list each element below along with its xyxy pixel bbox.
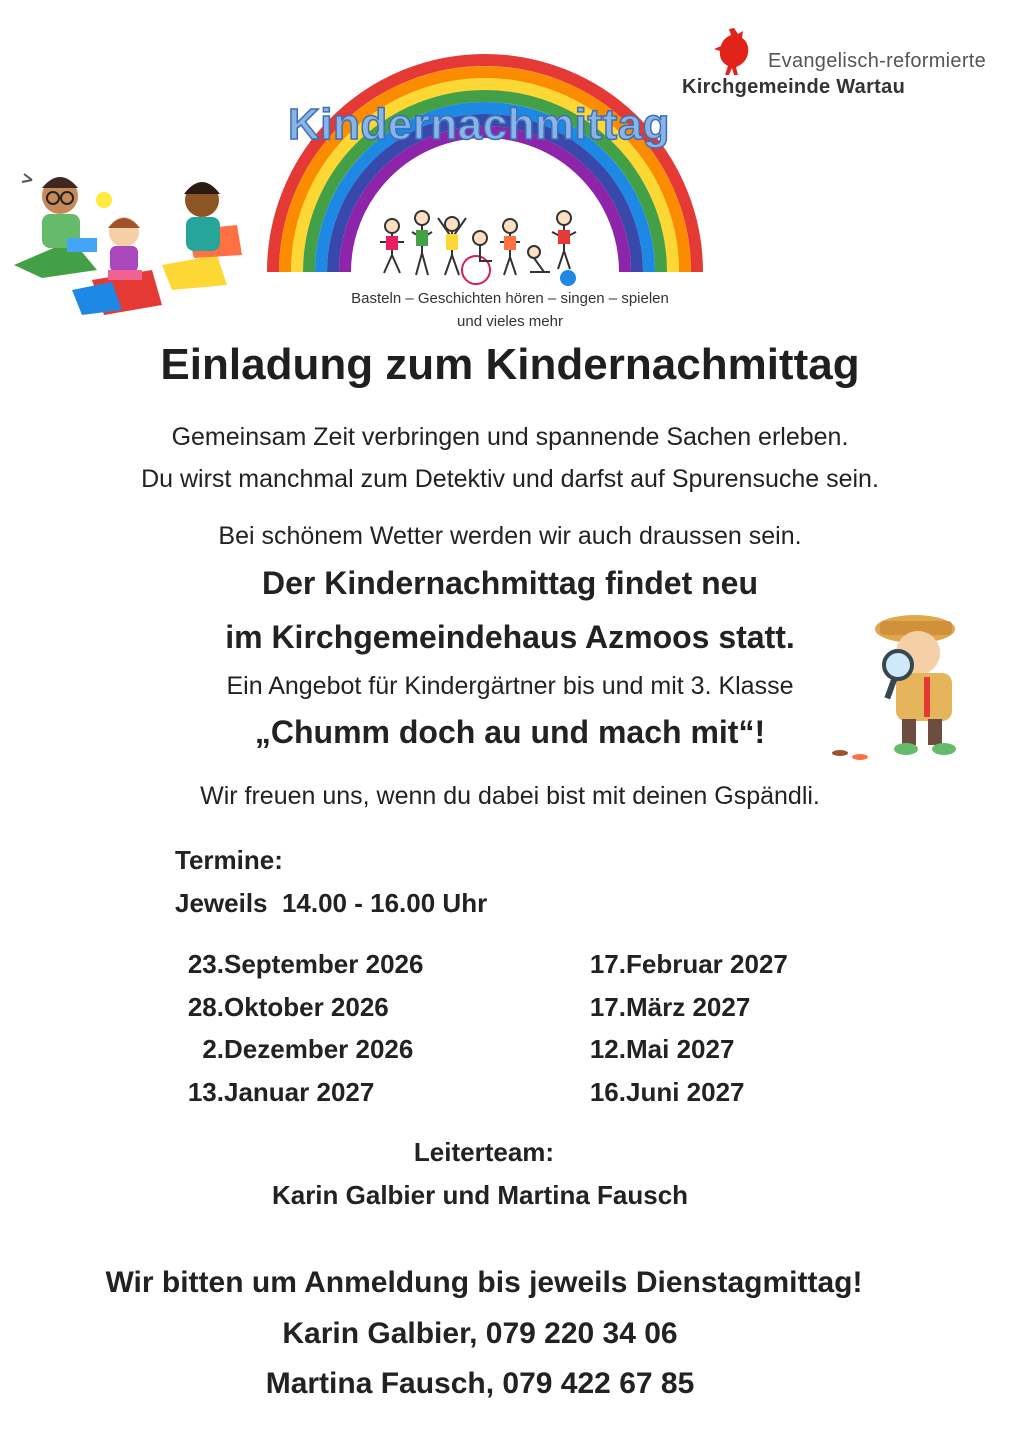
date-month: März 2027 xyxy=(626,992,751,1022)
registration-note: Wir bitten um Anmeldung bis jeweils Dienstagmittag! xyxy=(105,1266,863,1299)
date-row xyxy=(180,1077,374,1108)
date-day: 28. xyxy=(187,992,224,1022)
offer-text: Ein Angebot für Kindergärtner bis und mit 3. Klasse xyxy=(226,672,794,700)
children-figures-illustration xyxy=(372,208,592,288)
page-title: Einladung zum Kindernachmittag xyxy=(160,340,860,389)
date-day: 23. xyxy=(187,949,224,979)
date-day: 16. xyxy=(589,1077,626,1107)
intro-line-2: Du wirst manchmal zum Detektiv und darfst auf Spurensuche sein. xyxy=(141,465,879,493)
logo-line-2: Kirchgemeinde Wartau xyxy=(682,76,906,98)
team-label: Leiterteam: xyxy=(413,1137,555,1167)
banner-tagline-1: Basteln – Geschichten hören – singen – spielen xyxy=(351,290,669,307)
welcome-text: Wir freuen uns, wenn du dabei bist mit deinen Gspändli. xyxy=(200,782,820,810)
church-logo xyxy=(682,20,1000,110)
location-line-1: Der Kindernachmittag findet neu xyxy=(261,565,759,601)
date-day: 12. xyxy=(589,1034,626,1064)
date-month: Dezember 2026 xyxy=(224,1034,414,1064)
banner-tagline-2: und vieles mehr xyxy=(457,313,563,330)
date-row xyxy=(582,992,750,1023)
date-month: September 2026 xyxy=(224,949,424,979)
schedule-label: Termine: xyxy=(175,845,283,875)
slogan-text: „Chumm doch au und mach mit“! xyxy=(254,714,766,750)
date-day: 13. xyxy=(187,1077,224,1107)
date-day: 2. xyxy=(202,1034,224,1064)
location-line-2: im Kirchgemeindehaus Azmoos statt. xyxy=(225,619,795,655)
date-row xyxy=(582,1034,734,1065)
date-month: Oktober 2026 xyxy=(224,992,389,1022)
team-names: Karin Galbier und Martina Fausch xyxy=(271,1180,689,1210)
registration-contact-2: Martina Fausch, 079 422 67 85 xyxy=(265,1367,695,1400)
logo-line-1: Evangelisch-reformierte xyxy=(768,50,987,72)
schedule-time: Jeweils 14.00 - 16.00 Uhr xyxy=(175,888,488,918)
registration-contact-1: Karin Galbier, 079 220 34 06 xyxy=(282,1317,678,1350)
date-month: Februar 2027 xyxy=(626,949,788,979)
intro-line-1: Gemeinsam Zeit verbringen und spannende Sachen erleben. xyxy=(171,423,849,451)
date-row xyxy=(582,949,788,980)
date-month: Januar 2027 xyxy=(224,1077,375,1107)
date-month: Juni 2027 xyxy=(626,1077,745,1107)
crafting-children-illustration xyxy=(12,170,252,320)
date-month: Mai 2027 xyxy=(626,1034,735,1064)
date-row xyxy=(180,992,389,1023)
date-row xyxy=(180,1034,413,1065)
intro-line-3: Bei schönem Wetter werden wir auch draussen sein. xyxy=(218,522,802,550)
date-row xyxy=(582,1077,745,1108)
date-day: 17. xyxy=(589,992,626,1022)
date-row xyxy=(180,949,423,980)
rooster-icon xyxy=(712,24,756,76)
banner-title: Kindernachmittag xyxy=(288,100,671,149)
date-day: 17. xyxy=(589,949,626,979)
